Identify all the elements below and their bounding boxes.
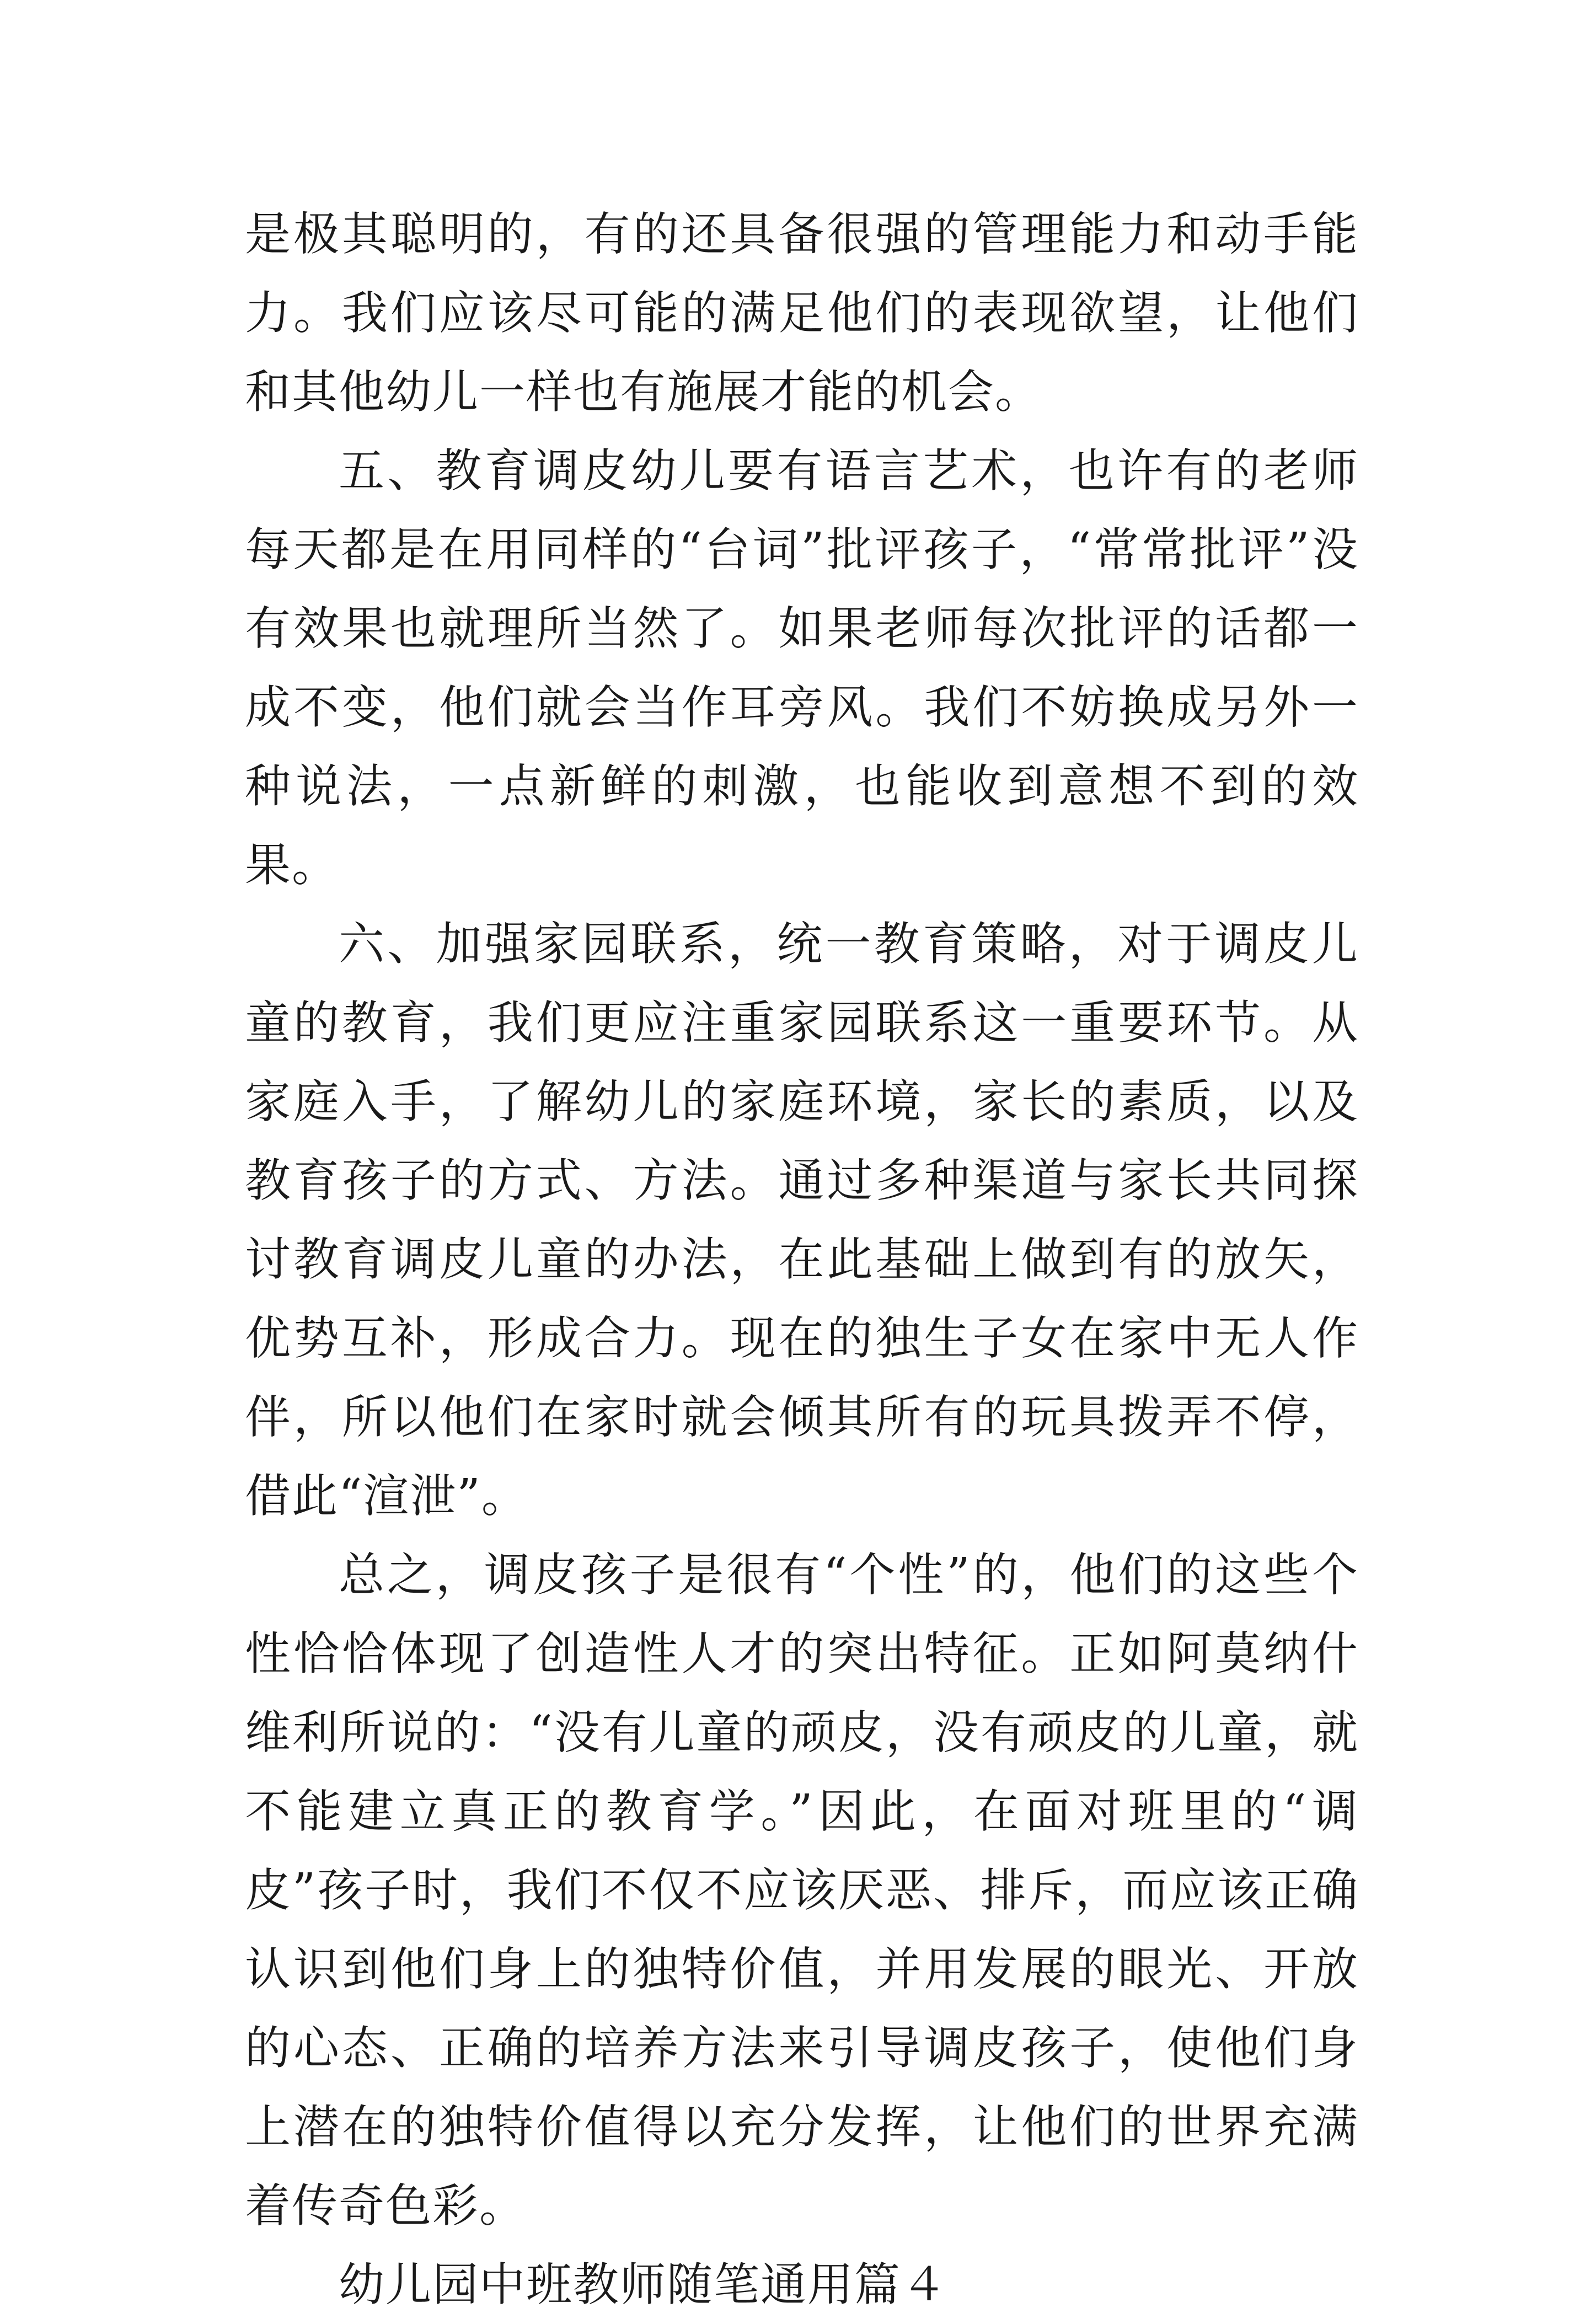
paragraph-language-art: 五、教育调皮幼儿要有语言艺术，也许有的老师每天都是在用同样的“台词”批评孩子，“常常批评”没有效果也就理所当然了。如果老师每次批评的话都一成不变，他们就会当作耳旁风。我们不妨换成另外一种说法，一点新鲜的刺激，也能收到意想不到的效果。 [245, 444, 1359, 892]
paragraph-home-school-link: 六、加强家园联系，统一教育策略，对于调皮儿童的教育，我们更应注重家园联系这一重要环节。从家庭入手，了解幼儿的家庭环境，家长的素质，以及教育孩子的方式、方法。通过多种渠道与家长共同探讨教育调皮儿童的办法，在此基础上做到有的放矢，优势互补，形成合力。现在的独生子女在家中无人作伴，所以他们在家时就会倾其所有的玩具拨弄不停，借此“渲泄”。 [245, 917, 1359, 1523]
document-body [245, 195, 1359, 2324]
section-heading: 幼儿园中班教师随笔通用篇４ [339, 2258, 948, 2311]
paragraph-conclusion: 总之，调皮孩子是很有“个性”的，他们的这些个性恰恰体现了创造性人才的突出特征。正如阿莫纳什维利所说的：“没有儿童的顽皮，没有顽皮的儿童，就不能建立真正的教育学。”因此，在面对班里的“调皮”孩子时，我们不仅不应该厌恶、排斥，而应该正确认识到他们身上的独特价值，并用发展的眼光、开放的心态、正确的培养方法来引导调皮孩子，使他们身上潜在的独特价值得以充分发挥，让他们的世界充满着传奇色彩。 [245, 1548, 1359, 2232]
paragraph-continuation: 是极其聪明的，有的还具备很强的管理能力和动手能力。我们应该尽可能的满足他们的表现欲望，让他们和其他幼儿一样也有施展才能的机会。 [245, 207, 1359, 419]
